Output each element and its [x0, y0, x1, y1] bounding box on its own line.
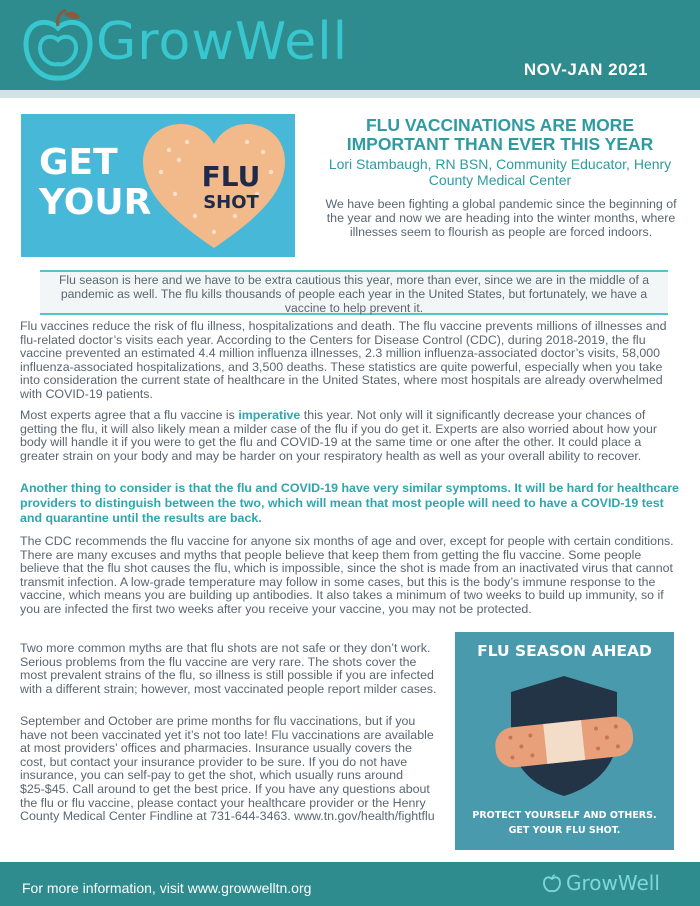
- poster-title: FLU SEASON AHEAD: [477, 642, 652, 660]
- shield-bandage-icon: [489, 670, 639, 800]
- paragraph-timing: September and October are prime months for flu vaccinations, but if you have not been vaccinated yet it’s not too late! Flu vaccinations are available at most providers’ offices and pharmacies. Insurance usually covers the cost, but contact your insurance provider to be sure. If you do not have insurance, you can self-pay to get the shot, which usually runs around $25-$45. Call around to get the best price. If you have any questions about the flu or flu vaccine, please contact your healthcare provider or the Henry County Medical Center Findline at 731-644-3463. www.tn.gov/health/fightflu: [20, 714, 435, 824]
- poster-caption-line2: GET YOUR FLU SHOT.: [508, 825, 621, 836]
- paragraph-text: this year. Not only will it significantly decrease your chances of getting the flu, it will also likely mean a milder case of the flu if you do get it. Experts are also worried about how your body will handle it if you were to get the flu and COVID-19 at the same time or one after the other. It could place a greater strain on your body and may be harder on your respiratory health as well as your overall ability to recover.: [20, 408, 658, 463]
- footer-info-text: For more information, visit www.growwelltn.org: [22, 880, 312, 896]
- heart-text-shot: SHOT: [203, 192, 259, 213]
- poster-caption-line1: PROTECT YOURSELF AND OTHERS.: [472, 810, 657, 821]
- paragraph-highlight-covid: Another thing to consider is that the flu and COVID-19 have very similar symptoms. It will be hard for healthcare providers to distinguish between the two, which will mean that most people will need to have a COVID-19 test and quarantine until the results are back.: [20, 481, 679, 525]
- footer-bar: [0, 862, 700, 906]
- paragraph-text: Most experts agree that a flu vaccine is: [20, 408, 239, 422]
- callout-box: Flu season is here and we have to be extra cautious this year, more than ever, since we are in the middle of a pandemic as well. The flu kills thousands of people each year in the United States, but fortunately, we have a vaccine to help prevent it.: [40, 270, 668, 315]
- brand-name: GrowWell: [96, 12, 349, 72]
- article-title: FLU VACCINATIONS ARE MORE IMPORTANT THAN EVER THIS YEAR: [346, 115, 654, 154]
- paragraph-cdc-recommendation: The CDC recommends the flu vaccine for anyone six months of age and over, except for people with certain conditions. There are many excuses and myths that people believe that keep them from getting the flu vaccine. Some people believe that the flu shot causes the flu, which is impossible, since the shot is made from an inactivated virus that cannot transmit infection. A low-grade temperature may follow in some cases, but this is the body’s immune response to the vaccine, which means you are building up antibodies. It also takes a minimum of two weeks to build up immunity, so if you are infected the first two weeks after you receive your vaccine, you may not be protected.: [20, 534, 674, 616]
- flu-shot-banner: [21, 114, 295, 257]
- flu-season-poster: [455, 632, 674, 850]
- paragraph-myths: Two more common myths are that flu shots are not safe or they don’t work. Serious problems from the flu vaccine are very rare. The shots cover the most prevalent strains of the flu, so illness is still possible if you are infected with a different strain; however, most vaccinated people report milder cases.: [20, 641, 437, 696]
- banner-text-your: YOUR: [39, 182, 152, 223]
- banner-text-get: GET: [39, 142, 118, 183]
- apple-logo-icon: [542, 874, 562, 894]
- emphasis-imperative: imperative: [238, 408, 301, 422]
- article-byline: Lori Stambaugh, RN BSN, Community Educator, Henry County Medical Center: [328, 156, 672, 188]
- footer-brand: GrowWell: [566, 871, 660, 895]
- article-intro: We have been fighting a global pandemic since the beginning of the year and now we are heading into the winter months, where illnesses seem to flourish as people are forced indoors.: [325, 197, 677, 240]
- apple-logo-icon: [18, 8, 98, 86]
- header-bar: [0, 0, 700, 90]
- paragraph-vaccine-statistics: Flu vaccines reduce the risk of flu illness, hospitalizations and death. The flu vaccine prevents millions of illnesses and flu-related doctor’s visits each year. According to the Centers for Disease Control (CDC), during 2018-2019, the flu vaccine prevented an estimated 4.4 million influenza illnesses, 2.3 million influenza-associated doctor’s visits, 58,000 influenza-associated hospitalizations, and 3,500 deaths. These statistics are quite powerful, especially when you take into consideration the current state of healthcare in the United States, where most hospitals are already overwhelmed with COVID-19 patients.: [20, 319, 667, 401]
- paragraph-experts-agree: [20, 409, 680, 463]
- issue-date: NOV-JAN 2021: [523, 60, 648, 79]
- heart-text-flu: FLU: [201, 160, 261, 193]
- header-divider: [0, 90, 700, 98]
- heart-bandage-icon: [139, 120, 289, 252]
